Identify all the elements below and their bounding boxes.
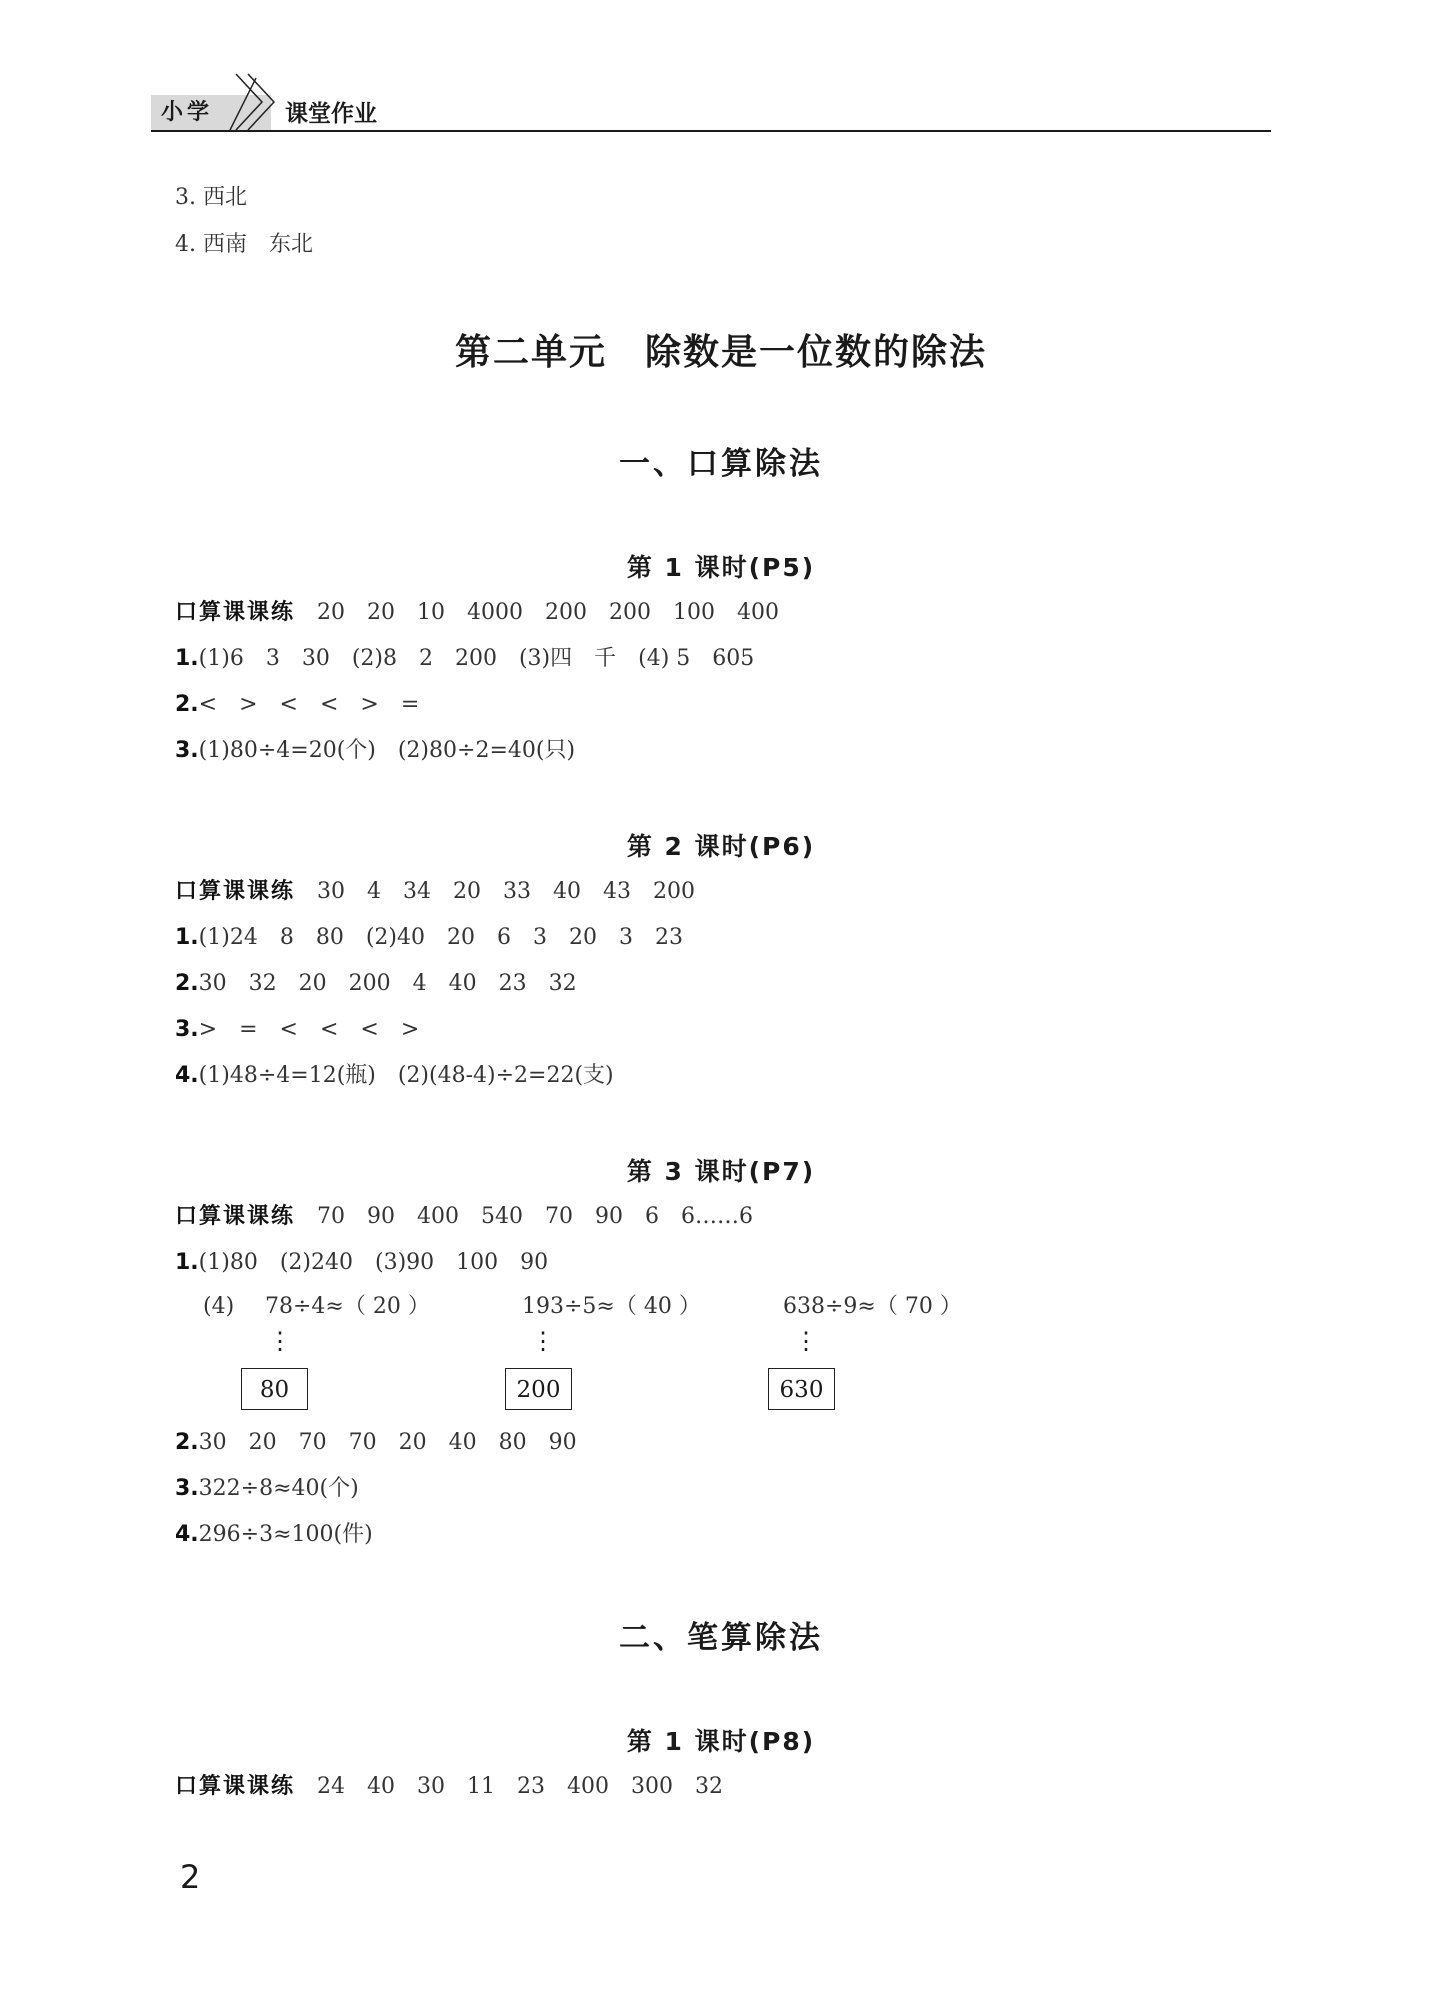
kousuan-values: 30 4 34 20 33 40 43 200 — [317, 879, 695, 904]
answer-line: 4. 西南 东北 — [175, 232, 313, 257]
section-title: 一、口算除法 — [619, 446, 823, 482]
answer-line — [175, 644, 754, 674]
kousuan-values: 24 40 30 11 23 400 300 32 — [317, 1774, 723, 1799]
item-text: < > < < > = — [198, 692, 420, 717]
item-number: 2. — [175, 971, 199, 996]
item-text: 296÷3≈100(件) — [198, 1522, 373, 1547]
header-title: 课堂作业 — [285, 101, 377, 127]
header-rule — [151, 130, 1271, 132]
item-number: 4. — [175, 1063, 199, 1088]
item-text: 30 20 70 70 20 40 80 90 — [198, 1430, 577, 1455]
lesson-title: 第 2 课时(P6) — [626, 832, 816, 861]
item-number: 1. — [175, 1250, 199, 1275]
estimate-expr: 78÷4≈（ 20 ） — [265, 1294, 430, 1319]
kousuan-line — [175, 1772, 723, 1802]
item-number: 3. — [175, 1476, 199, 1501]
item-number: 2. — [175, 692, 199, 717]
answer-line — [175, 923, 683, 953]
answer-line — [175, 1248, 548, 1278]
kousuan-label: 口算课课练 — [175, 879, 296, 904]
item-text: (1)24 8 80 (2)40 20 6 3 20 3 23 — [198, 925, 683, 950]
answer-line — [175, 1015, 419, 1045]
answer-line: 3. 西北 — [175, 185, 247, 210]
unit-title: 第二单元 除数是一位数的除法 — [454, 332, 987, 373]
kousuan-line — [175, 1202, 753, 1232]
estimate-expr: 638÷9≈（ 70 ） — [783, 1294, 962, 1319]
lesson-title: 第 1 课时(P5) — [626, 553, 816, 582]
kousuan-line — [175, 598, 779, 628]
kousuan-values: 70 90 400 540 70 90 6 6……6 — [317, 1204, 753, 1229]
answer-line — [175, 1474, 359, 1504]
item-text: (1)80÷4=20(个) (2)80÷2=40(只) — [198, 738, 576, 763]
kousuan-label: 口算课课练 — [175, 1204, 296, 1229]
answer-box: 630 — [768, 1368, 835, 1410]
kousuan-label: 口算课课练 — [175, 600, 296, 625]
item-number: 2. — [175, 1430, 199, 1455]
chevron-decoration-icon — [228, 70, 288, 132]
item-text: > = < < < > — [198, 1017, 420, 1042]
answer-line — [175, 1520, 373, 1550]
kousuan-values: 20 20 10 4000 200 200 100 400 — [317, 600, 779, 625]
answer-line — [175, 690, 419, 720]
item-text: (1)80 (2)240 (3)90 100 90 — [198, 1250, 549, 1275]
item-text: 322÷8≈40(个) — [198, 1476, 359, 1501]
answer-box: 200 — [505, 1368, 572, 1410]
estimate-label: (4) — [203, 1294, 235, 1319]
header-tab: 小学 — [151, 95, 271, 131]
answer-line — [175, 1428, 577, 1458]
answer-line — [175, 969, 577, 999]
vertical-dots-icon: ⋮ — [794, 1327, 818, 1355]
kousuan-line — [175, 877, 695, 907]
item-number: 1. — [175, 925, 199, 950]
item-number: 3. — [175, 738, 199, 763]
item-number: 4. — [175, 1522, 199, 1547]
item-text: (1)48÷4=12(瓶) (2)(48-4)÷2=22(支) — [198, 1063, 614, 1088]
item-number: 1. — [175, 646, 199, 671]
lesson-title: 第 3 课时(P7) — [626, 1157, 816, 1186]
kousuan-label: 口算课课练 — [175, 1774, 296, 1799]
answer-line — [175, 1061, 614, 1091]
estimate-expr: 193÷5≈（ 40 ） — [522, 1294, 701, 1319]
item-number: 3. — [175, 1017, 199, 1042]
item-text: 30 32 20 200 4 40 23 32 — [198, 971, 577, 996]
vertical-dots-icon: ⋮ — [531, 1327, 555, 1355]
item-text: (1)6 3 30 (2)8 2 200 (3)四 千 (4) 5 605 — [198, 646, 755, 671]
vertical-dots-icon: ⋮ — [268, 1327, 292, 1355]
section-title: 二、笔算除法 — [619, 1620, 823, 1656]
answer-line — [175, 736, 575, 766]
answer-box: 80 — [241, 1368, 308, 1410]
lesson-title: 第 1 课时(P8) — [626, 1727, 816, 1756]
page-number: 2 — [180, 1858, 201, 1896]
